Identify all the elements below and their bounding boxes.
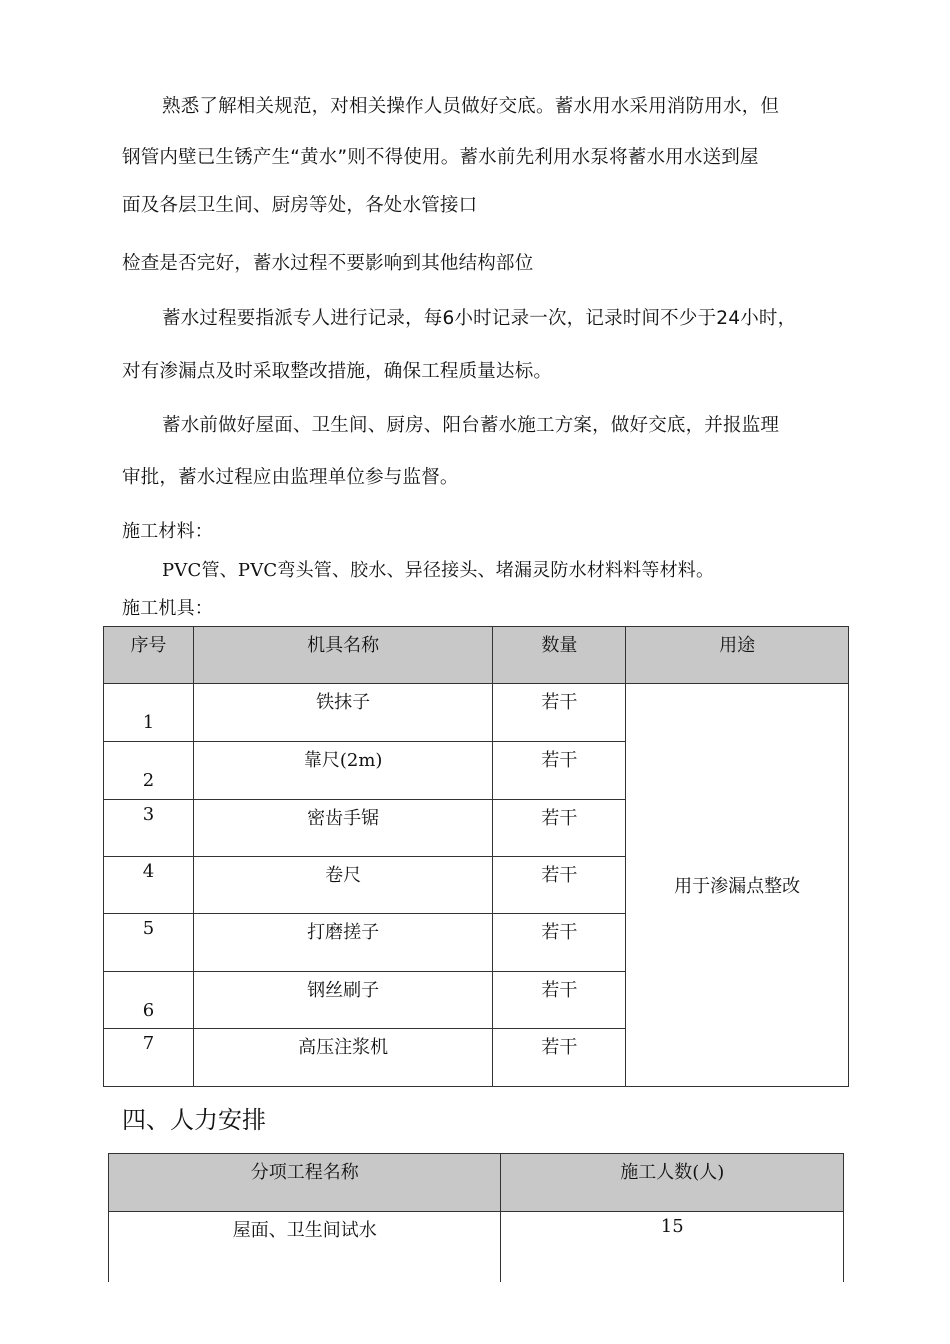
tools-label: 施工机具： <box>122 598 213 619</box>
row-quantity: 若干 <box>493 972 626 1029</box>
labor-table <box>108 1153 844 1282</box>
paragraph-line: 对有渗漏点及时采取整改措施，确保工程质量达标。 <box>122 361 553 382</box>
row-quantity: 若干 <box>493 800 626 857</box>
row-index: 3 <box>104 800 194 857</box>
row-index: 1 <box>104 684 194 742</box>
row-index: 5 <box>104 914 194 972</box>
header-purpose: 用途 <box>626 627 849 684</box>
row-quantity: 若干 <box>493 684 626 742</box>
row-tool-name: 卷尺 <box>193 857 493 914</box>
row-quantity: 若干 <box>493 1029 626 1087</box>
header-quantity: 数量 <box>493 627 626 684</box>
row-tool-name: 钢丝刷子 <box>193 972 493 1029</box>
row-purpose: 用于渗漏点整改 <box>626 684 849 1087</box>
paragraph-line: 面及各层卫生间、厨房等处，各处水管接口 <box>122 195 478 216</box>
row-index: 2 <box>104 742 194 800</box>
row-index: 7 <box>104 1029 194 1087</box>
materials-label: 施工材料： <box>122 521 213 542</box>
header-subproject-name: 分项工程名称 <box>109 1154 501 1212</box>
row-quantity: 若干 <box>493 914 626 972</box>
table-row <box>109 1212 844 1282</box>
header-worker-count: 施工人数(人) <box>501 1154 844 1212</box>
row-tool-name: 靠尺(2m) <box>193 742 493 800</box>
header-index: 序号 <box>104 627 194 684</box>
paragraph-line: 钢管内壁已生锈产生“黄水”则不得使用。蓄水前先利用水泵将蓄水用水送到屋 <box>122 147 759 168</box>
row-tool-name: 打磨搓子 <box>193 914 493 972</box>
paragraph-line: 审批，蓄水过程应由监理单位参与监督。 <box>122 467 459 488</box>
tools-table <box>103 626 849 1087</box>
materials-text: PVC管、PVC弯头管、胶水、异径接头、堵漏灵防水材料料等材料。 <box>162 560 715 581</box>
row-quantity: 若干 <box>493 857 626 914</box>
row-tool-name: 密齿手锯 <box>193 800 493 857</box>
row-index: 6 <box>104 972 194 1029</box>
table-row <box>104 684 849 742</box>
paragraph-line: 蓄水过程要指派专人进行记录，每6小时记录一次，记录时间不少于24小时， <box>162 308 797 329</box>
row-tool-name: 高压注浆机 <box>193 1029 493 1087</box>
header-tool-name: 机具名称 <box>193 627 493 684</box>
paragraph-line: 检查是否完好，蓄水过程不要影响到其他结构部位 <box>122 253 534 274</box>
row-tool-name: 铁抹子 <box>193 684 493 742</box>
row-worker-count: 15 <box>501 1212 844 1282</box>
paragraph-line: 熟悉了解相关规范，对相关操作人员做好交底。蓄水用水采用消防用水，但 <box>162 96 780 117</box>
row-subproject-name: 屋面、卫生间试水 <box>109 1212 501 1282</box>
paragraph-line: 蓄水前做好屋面、卫生间、厨房、阳台蓄水施工方案，做好交底，并报监理 <box>162 415 780 436</box>
section-title: 四、人力安排 <box>122 1106 266 1134</box>
row-index: 4 <box>104 857 194 914</box>
row-quantity: 若干 <box>493 742 626 800</box>
